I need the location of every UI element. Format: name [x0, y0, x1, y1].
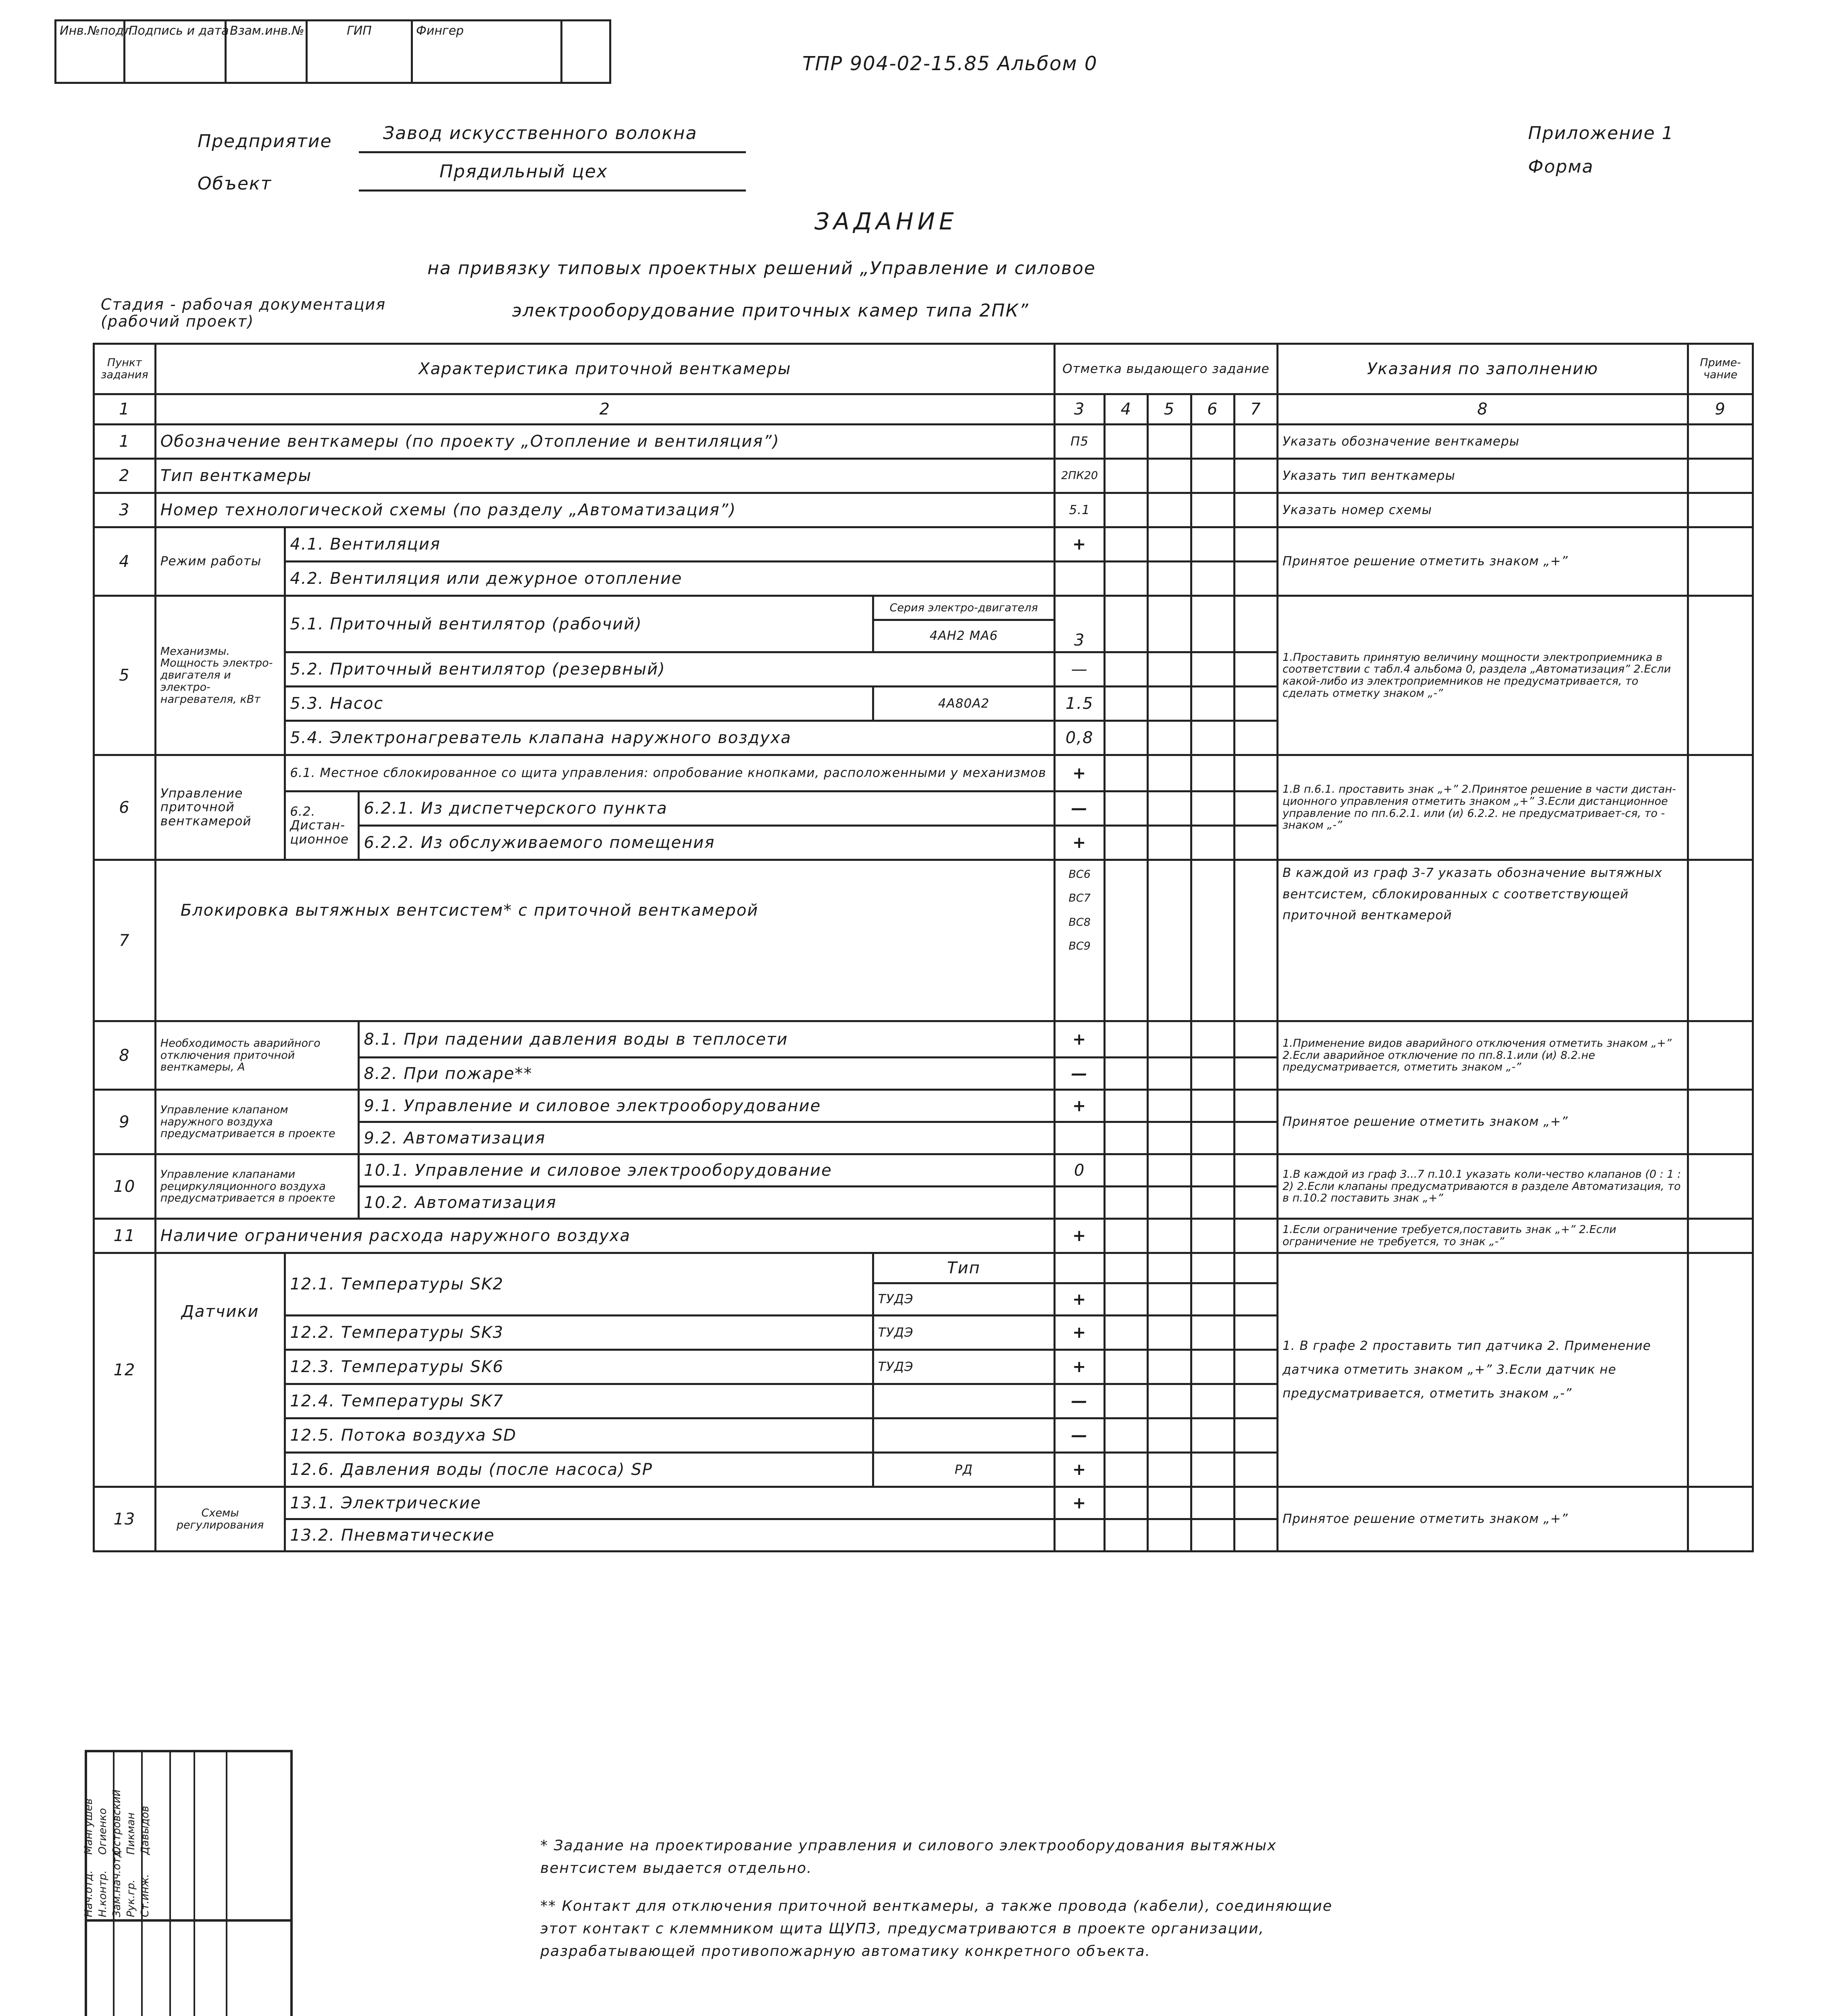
- row-mark: +: [1054, 1021, 1104, 1058]
- row-sub: 9.1. Управление и силовое электрооборудование: [359, 1090, 1055, 1122]
- col-num: 6: [1191, 394, 1234, 425]
- row-mark: —: [1054, 652, 1104, 687]
- row-text: Наличие ограничения расхода наружного воздуха: [155, 1219, 1054, 1253]
- col-num: 3: [1054, 394, 1104, 425]
- row-mark: +: [1054, 527, 1104, 562]
- row-sub: 8.1. При падении давления воды в теплосети: [359, 1021, 1055, 1058]
- tb-name: Мангушев: [83, 1798, 95, 1855]
- row-mark: П5: [1054, 425, 1104, 459]
- tb-role: Рук.гр.: [125, 1879, 137, 1917]
- stamp-cell: Взам.инв.№: [227, 21, 308, 82]
- row-group: Управление приточной венткамерой: [155, 755, 285, 860]
- hdr-item: Пункт задания: [94, 344, 156, 394]
- col-num: 9: [1688, 394, 1753, 425]
- tb-name: Огиенко: [97, 1808, 109, 1855]
- sensor-name: 12.3. Температуры SK6: [285, 1350, 873, 1384]
- row-mark: +: [1054, 755, 1104, 791]
- sensor-name: 12.1. Температуры SK2: [285, 1253, 873, 1316]
- table-row: [94, 1487, 1753, 1519]
- row-group: Необходимость аварийного отключения приточной венткамеры, А: [155, 1021, 359, 1090]
- row-mark: +: [1054, 1350, 1104, 1384]
- enterprise-label: Предприятие: [198, 131, 332, 152]
- row-sub: 6.2.1. Из диспетчерского пункта: [359, 791, 1055, 826]
- row-num: 12: [94, 1253, 156, 1487]
- row-sub: 6.1. Местное сблокированное со щита управления: опробование кнопками, расположенными у механизмов: [285, 755, 1055, 791]
- series-label: Серия электро-двигателя: [873, 596, 1054, 620]
- row-num: 5: [94, 596, 156, 755]
- row-sub: 5.3. Насос: [285, 687, 873, 721]
- table-row: [94, 755, 1753, 791]
- assignment-table: [93, 343, 1754, 1552]
- row-group: Управление клапаном наружного воздуха предусматривается в проекте: [155, 1090, 359, 1154]
- row-sub: 4.2. Вентиляция или дежурное отопление: [285, 562, 1055, 596]
- footnote-1: * Задание на проектирование управления и силового электрооборудования вытяжных вентсистем выдается отдельно.: [540, 1837, 1277, 1876]
- col-num: 7: [1234, 394, 1277, 425]
- row-sub: 10.2. Автоматизация: [359, 1187, 1055, 1219]
- row-num: 7: [94, 860, 156, 1021]
- form-label: Форма: [1528, 156, 1594, 177]
- row-mark: 0: [1054, 1154, 1104, 1187]
- frame-line: [85, 1919, 293, 1922]
- row-num: 1: [94, 425, 156, 459]
- table-row: [94, 425, 1753, 459]
- row-mark: 5.1: [1054, 493, 1104, 527]
- row-group: Механизмы. Мощность электро-двигателя и электро-нагревателя, кВт: [155, 596, 285, 755]
- row-text: Обозначение венткамеры (по проекту „Отопление и вентиляция”): [155, 425, 1054, 459]
- sensor-name: 12.6. Давления воды (после насоса) SP: [285, 1453, 873, 1487]
- stamp-cell: Подпись и дата: [125, 21, 227, 82]
- enterprise-value: Завод искусственного волокна: [383, 123, 698, 144]
- row-instr: Указать обозначение венткамеры: [1277, 425, 1688, 459]
- row-mark: +: [1054, 1316, 1104, 1350]
- underline: [359, 151, 746, 153]
- row-sub: 5.4. Электронагреватель клапана наружного воздуха: [285, 721, 1055, 755]
- table-row: [94, 1090, 1753, 1122]
- row-instr: 1.В каждой из граф 3...7 п.10.1 указать коли-чество клапанов (0 : 1 : 2) 2.Если клапаны предусматриваются в разделе Автоматизация, то в п.10.2 поставить знак „+”: [1277, 1154, 1688, 1219]
- tb-name: Пикман: [125, 1812, 137, 1855]
- hdr-note: Приме-чание: [1688, 344, 1753, 394]
- tb-role: Н.контр.: [97, 1870, 109, 1917]
- row-sub: 4.1. Вентиляция: [285, 527, 1055, 562]
- type-label: Тип: [873, 1253, 1054, 1283]
- row-instr: В каждой из граф 3-7 указать обозначение вытяжных вентсистем, сблокированных с соответствующей приточной венткамерой: [1277, 860, 1688, 1021]
- sensor-type: ТУДЭ: [873, 1283, 1054, 1316]
- vent-mark: ВС6: [1068, 868, 1091, 881]
- tb-name: Давыдов: [139, 1806, 151, 1855]
- underline: [359, 190, 746, 192]
- sensor-type: ТУДЭ: [873, 1350, 1054, 1384]
- table-row: [94, 527, 1753, 562]
- tb-role: Ст.инж.: [139, 1874, 151, 1917]
- row-text: Тип венткамеры: [155, 459, 1054, 493]
- row-mark: +: [1054, 1090, 1104, 1122]
- row-sub: 6.2. Дистан-ционное: [285, 791, 359, 860]
- vent-mark: ВС7: [1068, 892, 1091, 905]
- frame-line: [85, 1750, 293, 1752]
- row-mark: +: [1054, 1487, 1104, 1519]
- sensor-name: 12.2. Температуры SK3: [285, 1316, 873, 1350]
- title-main: ЗАДАНИЕ: [814, 208, 958, 235]
- series-value: 4А80А2: [873, 687, 1054, 721]
- row-mark: 3: [1054, 596, 1104, 652]
- stamp-cell: ГИП: [308, 21, 413, 82]
- sensor-type: РД: [873, 1453, 1054, 1487]
- table-row: [94, 1154, 1753, 1187]
- table-row: [94, 459, 1753, 493]
- row-num: 11: [94, 1219, 156, 1253]
- col-num: 1: [94, 394, 156, 425]
- row-group: Режим работы: [155, 527, 285, 596]
- row-sub: 5.1. Приточный вентилятор (рабочий): [285, 596, 873, 652]
- table-row: [94, 1021, 1753, 1058]
- row-mark: —: [1054, 1384, 1104, 1418]
- table-row: [94, 1219, 1753, 1253]
- stamp-cell: Фингер: [413, 21, 562, 82]
- vent-mark: ВС8: [1068, 916, 1091, 929]
- row-instr: Указать номер схемы: [1277, 493, 1688, 527]
- series-value: 4АН2 МА6: [873, 620, 1054, 652]
- frame-line: [194, 1750, 195, 2016]
- row-group: Схемы регулирования: [155, 1487, 285, 1552]
- row-instr: Принятое решение отметить знаком „+”: [1277, 1090, 1688, 1154]
- table-row: [94, 596, 1753, 620]
- object-value: Прядильный цех: [439, 161, 608, 182]
- stamp-cell: Инв.№подл.: [56, 21, 125, 82]
- row-sub: 13.1. Электрические: [285, 1487, 1055, 1519]
- row-instr: Принятое решение отметить знаком „+”: [1277, 527, 1688, 596]
- sensor-type: [873, 1384, 1054, 1418]
- row-mark: +: [1054, 1219, 1104, 1253]
- vent-mark: ВС9: [1068, 940, 1091, 953]
- row-instr: Принятое решение отметить знаком „+”: [1277, 1487, 1688, 1552]
- row-marks-list: [1054, 860, 1104, 1021]
- title-line1: на привязку типовых проектных решений „Управление и силовое: [427, 258, 1096, 279]
- col-number-row: [94, 394, 1753, 425]
- row-num: 13: [94, 1487, 156, 1552]
- row-sub: 6.2.2. Из обслуживаемого помещения: [359, 826, 1055, 860]
- frame-line: [290, 1750, 293, 2016]
- row-sub: 9.2. Автоматизация: [359, 1122, 1055, 1154]
- tb-role: Нач.отд.: [83, 1870, 95, 1917]
- sensor-type: [873, 1418, 1054, 1453]
- col-num: 5: [1148, 394, 1191, 425]
- table-row: [94, 860, 1753, 1021]
- row-mark: 0,8: [1054, 721, 1104, 755]
- row-mark: +: [1054, 826, 1104, 860]
- hdr-instructions: Указания по заполнению: [1277, 344, 1688, 394]
- stage-label: Стадия - рабочая документация (рабочий проект): [101, 296, 386, 330]
- row-num: 2: [94, 459, 156, 493]
- row-sub: 5.2. Приточный вентилятор (резервный): [285, 652, 1055, 687]
- row-mark: 2ПК20: [1054, 459, 1104, 493]
- sensor-type: ТУДЭ: [873, 1316, 1054, 1350]
- row-instr: 1. В графе 2 проставить тип датчика 2. Применение датчика отметить знаком „+” 3.Если датчик не предусматривается, отметить знаком „-”: [1277, 1253, 1688, 1487]
- row-instr: 1.Применение видов аварийного отключения отметить знаком „+” 2.Если аварийное отключение по пп.8.1.или (и) 8.2.не предусматривается, отметить знаком „-”: [1277, 1021, 1688, 1090]
- row-num: 3: [94, 493, 156, 527]
- row-group: Управление клапанами рециркуляционного воздуха предусматривается в проекте: [155, 1154, 359, 1219]
- appendix-label: Приложение 1: [1528, 123, 1674, 144]
- row-instr: Указать тип венткамеры: [1277, 459, 1688, 493]
- row-group: Датчики: [155, 1253, 285, 1487]
- title-line2: электрооборудование приточных камер типа 2ПК”: [512, 300, 1029, 321]
- row-num: 9: [94, 1090, 156, 1154]
- sensor-name: 12.5. Потока воздуха SD: [285, 1418, 873, 1453]
- hdr-characteristic: Характеристика приточной венткамеры: [155, 344, 1054, 394]
- frame-line: [226, 1750, 227, 2016]
- album-ref: ТПР 904-02-15.85 Альбом 0: [802, 52, 1098, 75]
- hdr-marks: Отметка выдающего задание: [1054, 344, 1277, 394]
- col-num: 4: [1105, 394, 1148, 425]
- row-num: 8: [94, 1021, 156, 1090]
- row-mark: —: [1054, 1418, 1104, 1453]
- row-mark: 1.5: [1054, 687, 1104, 721]
- row-mark: +: [1054, 1453, 1104, 1487]
- row-mark: +: [1054, 1283, 1104, 1316]
- col-num: 8: [1277, 394, 1688, 425]
- table-row: [94, 1253, 1753, 1283]
- frame-line: [169, 1750, 171, 2016]
- top-stamp: [54, 19, 611, 84]
- row-instr: 1.Проставить принятую величину мощности электроприемника в соответствии с табл.4 альбома 0, раздела „Автоматизация” 2.Если какой-либо из электроприемников не предусматривается, то сделать отметку знаком „-”: [1277, 596, 1688, 755]
- object-label: Объект: [198, 173, 272, 194]
- row-mark: —: [1054, 791, 1104, 826]
- row-sub: 13.2. Пневматические: [285, 1519, 1055, 1552]
- col-num: 2: [155, 394, 1054, 425]
- row-sub: 10.1. Управление и силовое электрооборудование: [359, 1154, 1055, 1187]
- tb-role: Зам.нач.отд.: [111, 1847, 123, 1917]
- row-sub: 8.2. При пожаре**: [359, 1058, 1055, 1090]
- footnote-2: ** Контакт для отключения приточной венткамеры, а также провода (кабели), соединяющие этот контакт с клеммником щита ЩУП3, предусматриваются в проекте организации, разрабатывающей противопожарную автоматику конкретного объекта.: [540, 1898, 1333, 1960]
- row-num: 10: [94, 1154, 156, 1219]
- row-text: Номер технологической схемы (по разделу „Автоматизация”): [155, 493, 1054, 527]
- row-num: 6: [94, 755, 156, 860]
- row-num: 4: [94, 527, 156, 596]
- sensor-name: 12.4. Температуры SK7: [285, 1384, 873, 1418]
- table-row: [94, 493, 1753, 527]
- tb-name: Островский: [111, 1789, 123, 1855]
- row-text: Блокировка вытяжных вентсистем* с приточной венткамерой: [155, 860, 1054, 1021]
- row-mark: —: [1054, 1058, 1104, 1090]
- row-instr: 1.Если ограничение требуется,поставить знак „+” 2.Если ограничение не требуется, то знак „-”: [1277, 1219, 1688, 1253]
- stamp-cell-empty: [562, 21, 609, 82]
- row-instr: 1.В п.6.1. проставить знак „+” 2.Принятое решение в части дистан-ционного управления отметить знаком „+” 3.Если дистанционное управление по пп.6.2.1. или (и) 6.2.2. не предусматривает-ся, то - знаком „-”: [1277, 755, 1688, 860]
